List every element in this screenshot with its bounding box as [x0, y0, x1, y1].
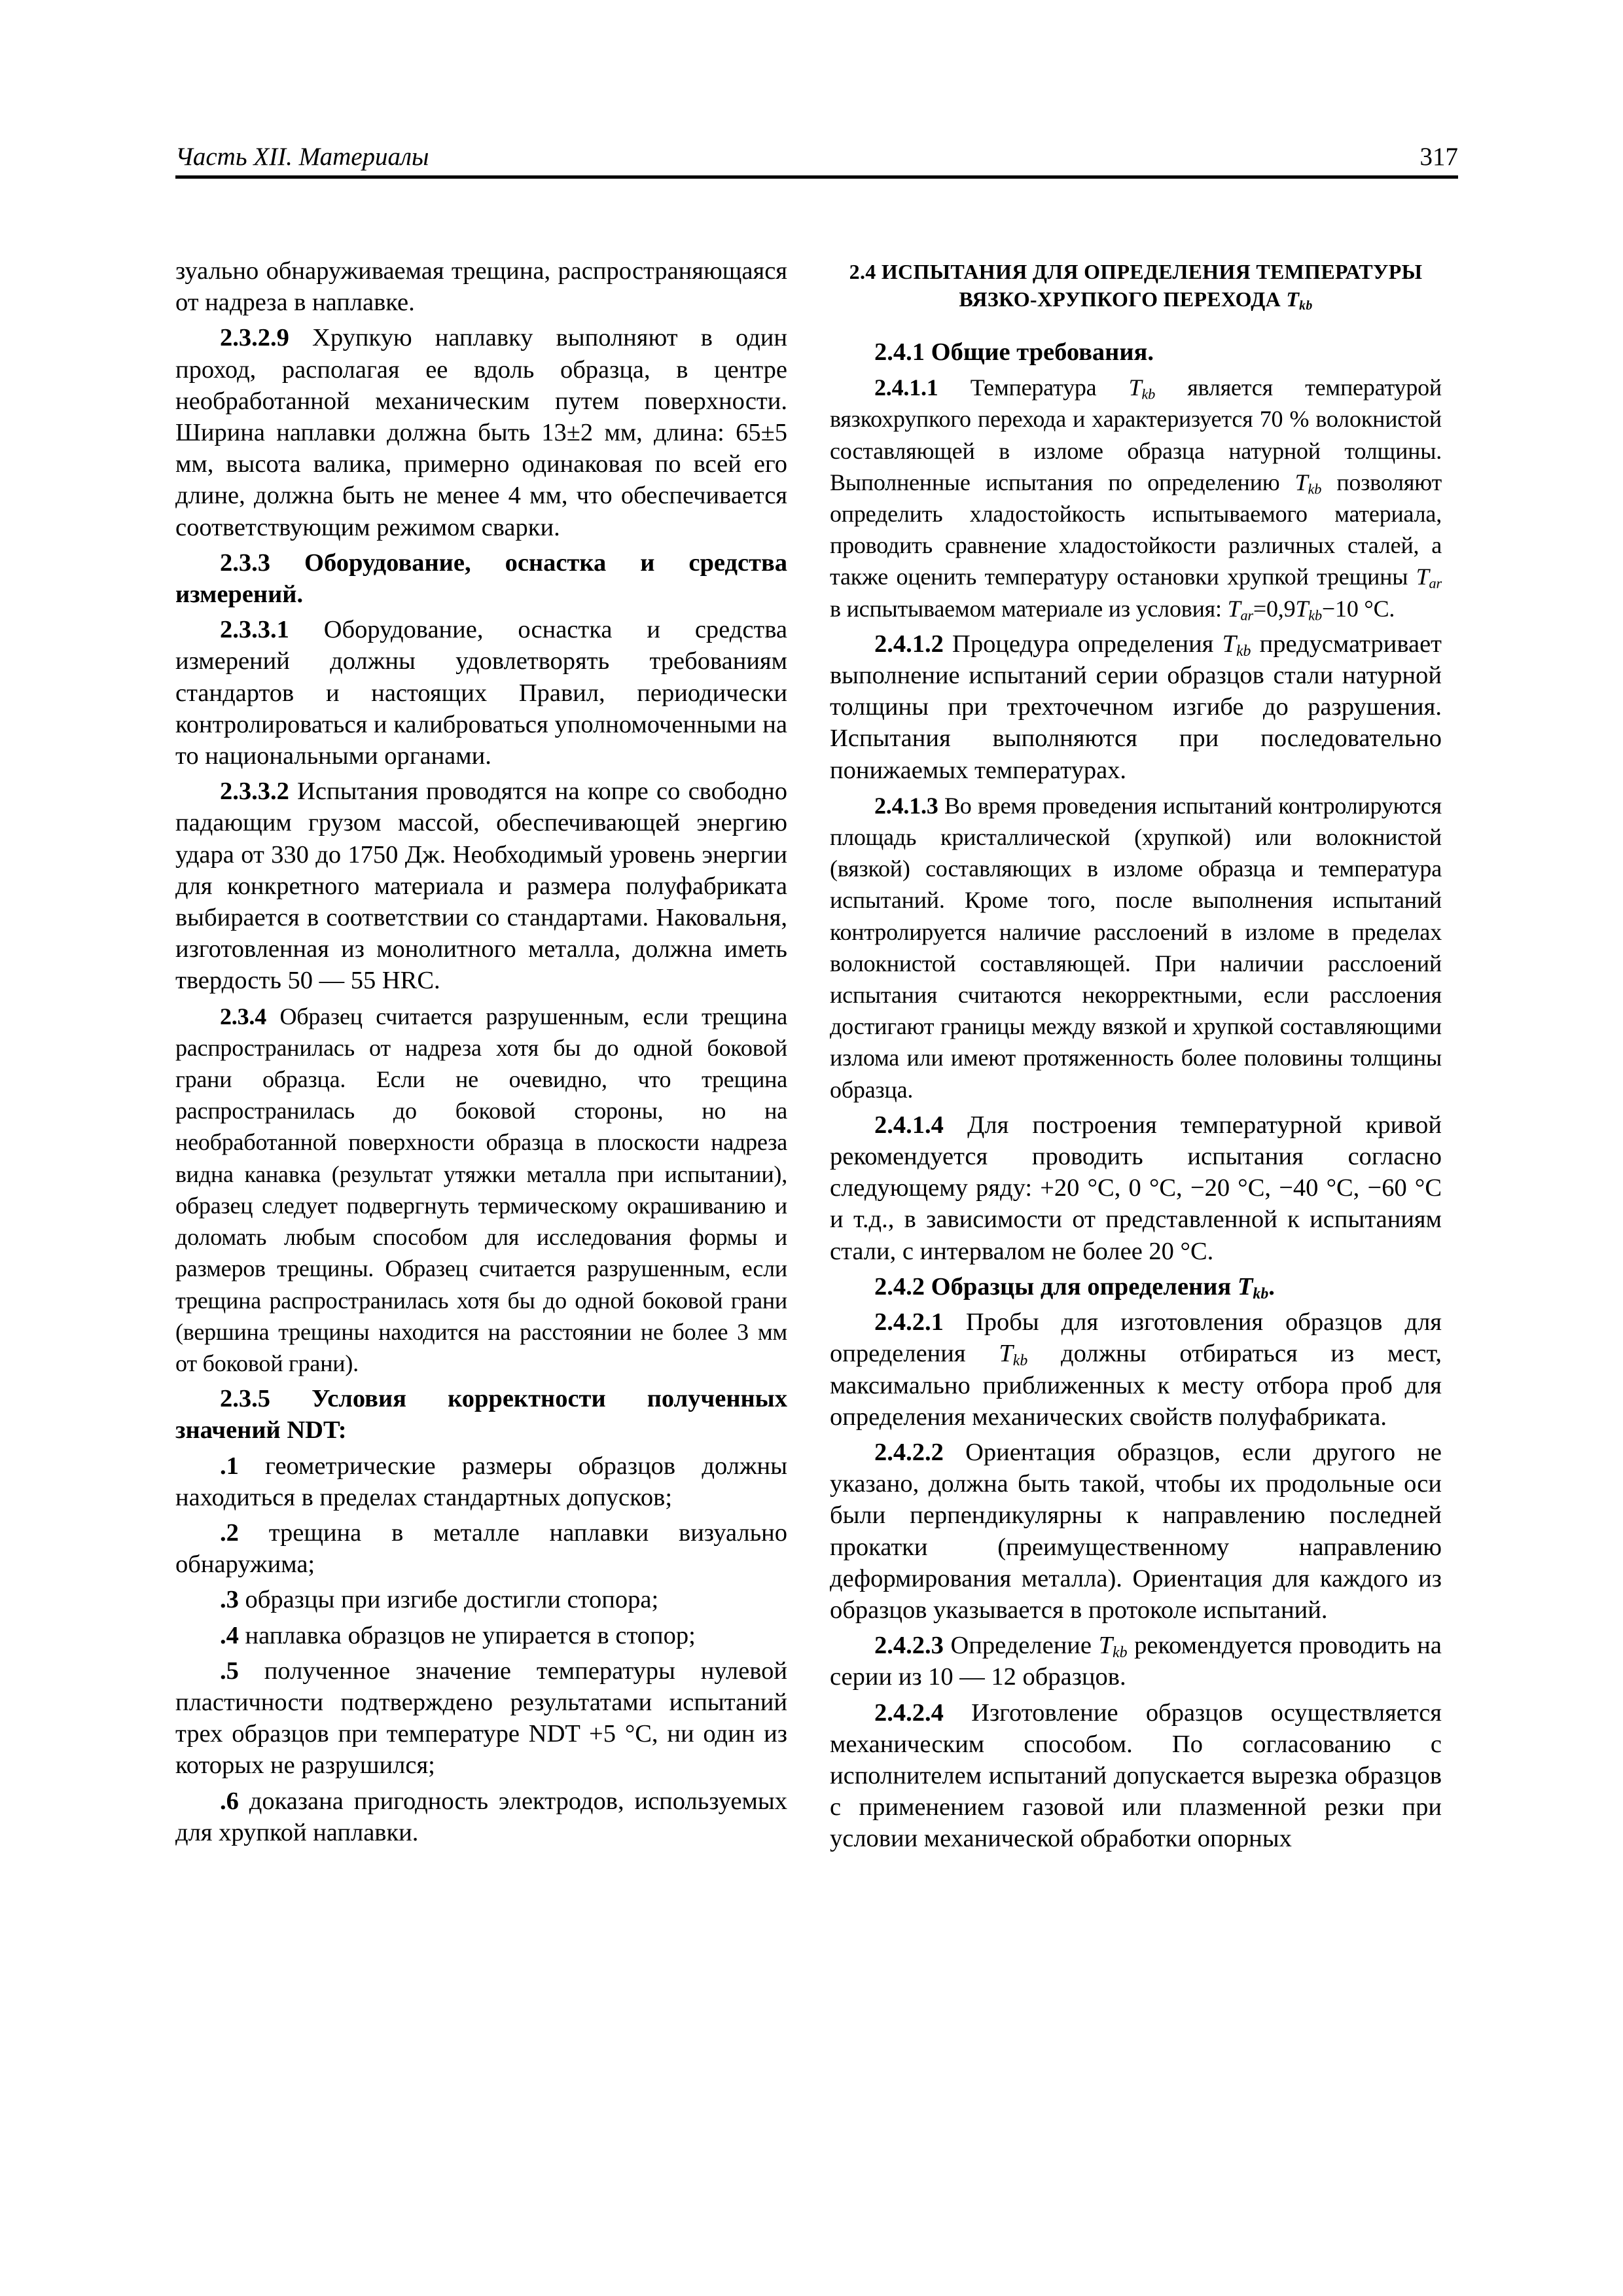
- heading-2-4-1: 2.4.1 Общие требования.: [874, 338, 1154, 366]
- list-item: .5 полученное значение температуры нулевой пластичности подтверждено результатами испытаний трех образцов при температуре NDT +5 °С, ни один из которых не разрушился;: [175, 1657, 787, 1780]
- header-rule: [175, 175, 1458, 179]
- running-header: [175, 143, 1458, 175]
- section-heading-2-4: 2.4 ИСПЫТАНИЯ ДЛЯ ОПРЕДЕЛЕНИЯ ТЕМПЕРАТУРЫ ВЯЗКО-ХРУПКОГО ПЕРЕХОДА $T_{kb}$: [849, 260, 1423, 313]
- paragraph-2-3-3-2: 2.3.3.2 Испытания проводятся на копре со свободно падающим грузом массой, обеспечивающей энергию удара от 330 до 1750 Дж. Необходимый уровень энергии для конкретного материала и размера полуфабриката выбирается в соответствии со стандартами. Наковальня, изготовленная из монолитного металла, должна иметь твердость 50 — 55 HRC.: [175, 778, 787, 995]
- running-title: Часть XII. Материалы: [175, 143, 429, 171]
- right-column: [830, 255, 1442, 1859]
- list-item: .3 образцы при изгибе достигли стопора;: [220, 1586, 659, 1614]
- paragraph-2-3-2-9: 2.3.2.9 Хрупкую наплавку выполняют в один проход, располагая ее вдоль образца, в центре необработанной механическим путем поверхности. Ширина наплавки должна быть 13±2 мм, длина: 65±5 мм, высота валика, примерно одинаковая по всей его длине, должна быть не менее 4 мм, что обеспечивается соответствующим режимом сварки.: [175, 324, 787, 541]
- list-item: .2 трещина в металле наплавки визуально обнаружима;: [175, 1518, 787, 1579]
- paragraph-2-4-2-2: 2.4.2.2 Ориентация образцов, если другого не указано, должна быть такой, чтобы их продольные оси были перпендикулярны к направлению последней прокатки (преимущественному направлению деформирования металла). Ориентация для каждого из образцов указывается в протоколе испытаний.: [830, 1438, 1442, 1624]
- list-item: .1 геометрические размеры образцов должны находиться в пределах стандартных допусков;: [175, 1452, 787, 1511]
- paragraph-2-4-2-4: 2.4.2.4 Изготовление образцов осуществляется механическим способом. По согласованию с исполнителем испытаний допускается вырезка образцов с применением газовой или плазменной резки при условии механической обработки опорных: [830, 1698, 1442, 1853]
- list-item: .4 наплавка образцов не упирается в стопор;: [220, 1621, 696, 1649]
- paragraph-2-3-3-1: 2.3.3.1 Оборудование, оснастка и средства измерений должны удовлетворять требованиям стандартов и настоящих Правил, периодически контролироваться и калиброваться уполномоченными на то национальными органами.: [175, 616, 787, 770]
- list-item: .6 доказана пригодность электродов, используемых для хрупкой наплавки.: [175, 1787, 787, 1846]
- paragraph-2-4-2-3: 2.4.2.3 Определение $T_{kb}$ рекомендуется проводить на серии из 10 — 12 образцов.: [830, 1632, 1442, 1691]
- heading-2-3-5: 2.3.5 Условия корректности полученных значений NDT:: [175, 1385, 787, 1444]
- paragraph-2-4-1-1: 2.4.1.1 Температура $T_{kb}$ является температурой вязкохрупкого перехода и характеризуется 70 % волокнистой составляющей в изломе образца натурной толщины. Выполненные испытания по определению $T_{kb}$ позволяют определить хладостойкость испытываемого материала, проводить сравнение хладостойкости различных сталей, а также оценить температуру остановки хрупкой трещины $T_{ar}$ в испытываемом материале из условия: $T_{ar}=0,9T_{kb}-10$ °С.: [830, 374, 1442, 624]
- paragraph-2-4-2-1: 2.4.2.1 Пробы для изготовления образцов для определения $T_{kb}$ должны отбираться из мест, максимально приближенных к месту отбора проб для определения механических свойств полуфабриката.: [830, 1308, 1442, 1431]
- left-column: [175, 255, 787, 1852]
- paragraph-2-3-4: 2.3.4 Образец считается разрушенным, если трещина распространилась от надреза хотя бы до одной боковой грани образца. Если не очевидно, что трещина распространилась до боковой стороны, но на необработанной поверхности образца в плоскости надреза видна канавка (результат утяжки металла при испытании), образец следует подвергнуть термическому окрашиванию и доломать любым способом для исследования формы и размеров трещины. Образец считается разрушенным, если трещина распространилась хотя бы до одной боковой грани (вершина трещины находится на расстоянии не более 3 мм от боковой грани).: [175, 1003, 787, 1376]
- page-number: 317: [1419, 143, 1458, 171]
- paragraph-2-4-1-2: 2.4.1.2 Процедура определения $T_{kb}$ предусматривает выполнение испытаний серии образцов стали натурной толщины при трехточечном изгибе до разрушения. Испытания выполняются при последовательно понижаемых температурах.: [830, 630, 1442, 784]
- heading-2-3-3: 2.3.3 Оборудование, оснастка и средства измерений.: [175, 548, 787, 609]
- paragraph-2-4-1-3: 2.4.1.3 Во время проведения испытаний контролируются площадь кристаллической (хрупкой) или волокнистой (вязкой) составляющих в изломе образца и температура испытаний. Кроме того, после выполнения испытаний контролируется наличие расслоений в изломе в пределах волокнистой составляющей. При наличии расслоений испытания считаются некорректными, если расслоения достигают границы между вязкой и хрупкой составляющими излома или имеют протяженность более половины толщины образца.: [830, 792, 1442, 1103]
- heading-2-4-2: 2.4.2 Образцы для определения $T_{kb}$.: [874, 1272, 1275, 1302]
- paragraph-2-4-1-4: 2.4.1.4 Для построения температурной кривой рекомендуется проводить испытания согласно следующему ряду: +20 °С, 0 °С, −20 °С, −40 °С, −60 °С и т.д., в зависимости от представленной к испытаниям стали, с интервалом не более 20 °С.: [830, 1111, 1442, 1265]
- paragraph-continuation: зуально обнаруживаемая трещина, распространяющаяся от надреза в наплавке.: [175, 257, 787, 317]
